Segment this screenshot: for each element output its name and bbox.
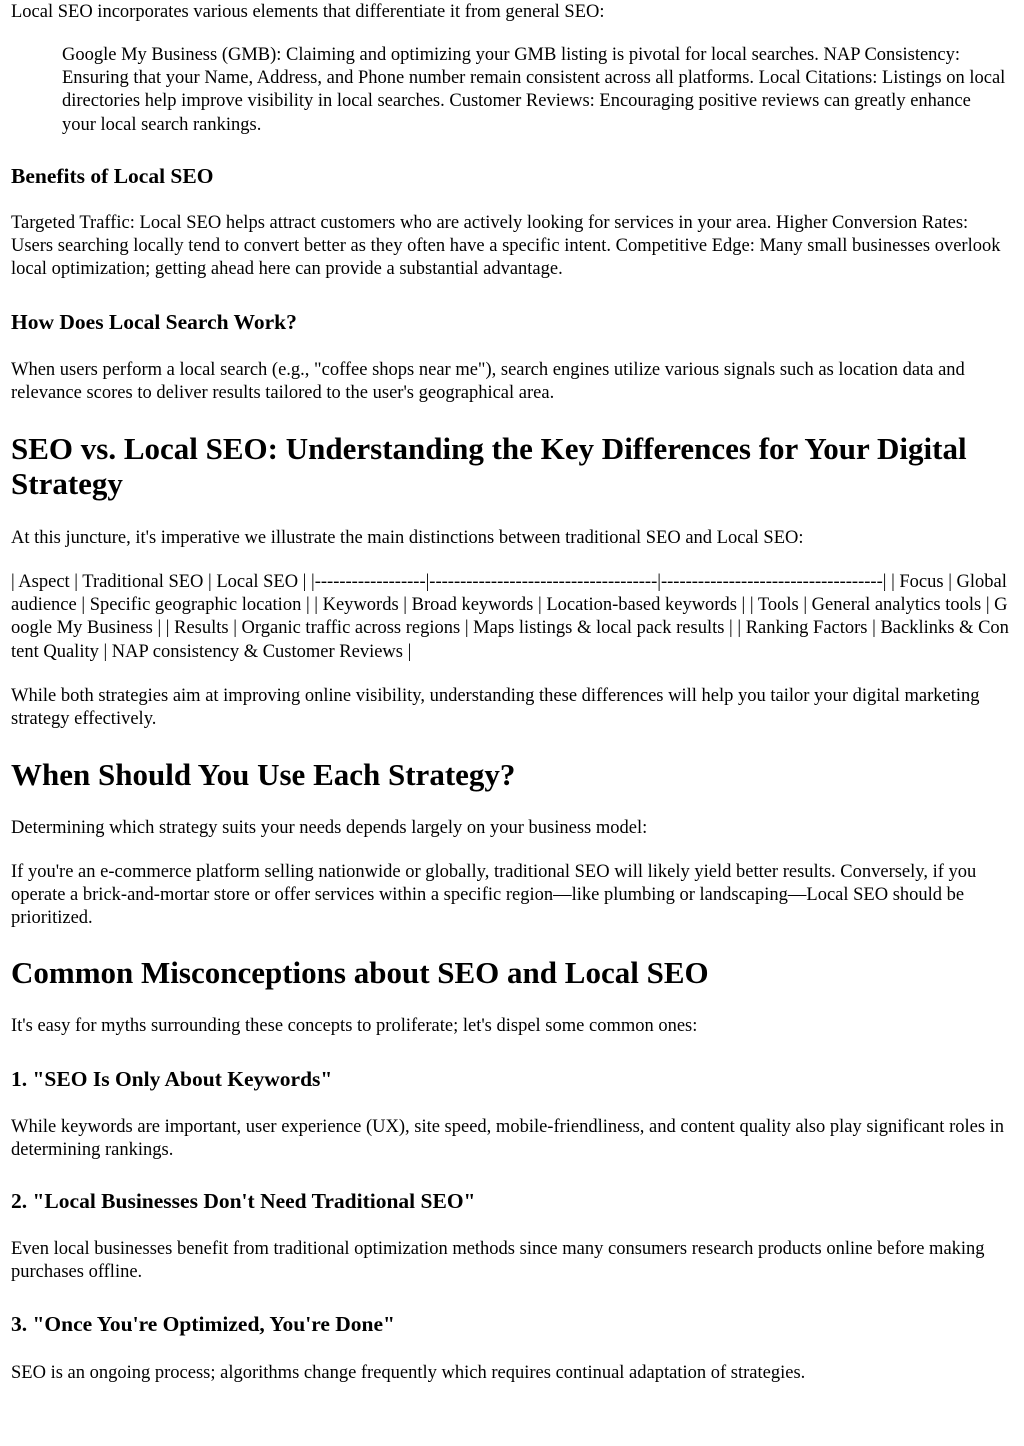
when-to-use-intro: Determining which strategy suits your needs depends largely on your business model: bbox=[11, 818, 648, 838]
misconceptions-intro: It's easy for myths surrounding these concepts to proliferate; let's dispel some common ones: bbox=[11, 1016, 698, 1036]
myth-2-heading: 2. "Local Businesses Don't Need Traditional SEO" bbox=[11, 1189, 476, 1213]
how-it-works-paragraph: When users perform a local search (e.g., "coffee shops near me"), search engines utilize various signals such as location data and relevance scores to deliver results tailored to the user's geographical area. bbox=[11, 360, 965, 404]
intro-paragraph: Local SEO incorporates various elements that differentiate it from general SEO: bbox=[11, 2, 605, 22]
myth-2-paragraph: Even local businesses benefit from traditional optimization methods since many consumers research products online before making purchases offline. bbox=[11, 1239, 985, 1283]
local-seo-elements-quote: Google My Business (GMB): Claiming and optimizing your GMB listing is pivotal for local searches. NAP Consistency: Ensuring that your Name, Address, and Phone number remain consistent across all platforms. Local Citations: Listings on local directories help improve visibility in local searches. Customer Reviews: Encouraging positive reviews can greatly enhance your local search rankings. bbox=[62, 45, 1006, 135]
benefits-heading: Benefits of Local SEO bbox=[11, 164, 214, 188]
comparison-table-text: | Aspect | Traditional SEO | Local SEO | |------------------|-------------------------------------|------------------------------------| | Focus | Global audience | Specific geographic location | | Keywords | Broad keywords | Location-based keywords | | Tools | General analytics tools | Google My Business | | Results | Organic traffic across regions | Maps listings & local pack results | | Ranking Factors | Backlinks & Content Quality | NAP consistency & Customer Reviews | bbox=[11, 572, 1009, 662]
myth-3-paragraph: SEO is an ongoing process; algorithms change frequently which requires continual adaptation of strategies. bbox=[11, 1363, 806, 1383]
myth-1-heading: 1. "SEO Is Only About Keywords" bbox=[11, 1067, 333, 1091]
benefits-paragraph: Targeted Traffic: Local SEO helps attract customers who are actively looking for services in your area. Higher Conversion Rates: Users searching locally tend to convert better as they often have a specific intent. Competitive Edge: Many small businesses overlook local optimization; getting ahead here can provide a substantial advantage. bbox=[11, 213, 1001, 280]
misconceptions-heading: Common Misconceptions about SEO and Local SEO bbox=[11, 955, 709, 990]
myth-3-heading: 3. "Once You're Optimized, You're Done" bbox=[11, 1312, 395, 1336]
myth-1-paragraph: While keywords are important, user experience (UX), site speed, mobile-friendliness, and content quality also play significant roles in determining rankings. bbox=[11, 1117, 1005, 1161]
how-it-works-heading: How Does Local Search Work? bbox=[11, 310, 297, 334]
differences-heading: SEO vs. Local SEO: Understanding the Key Differences for Your Digital Strategy bbox=[11, 431, 967, 501]
differences-outro: While both strategies aim at improving online visibility, understanding these differences will help you tailor your digital marketing strategy effectively. bbox=[11, 686, 980, 730]
differences-intro: At this juncture, it's imperative we illustrate the main distinctions between traditional SEO and Local SEO: bbox=[11, 528, 804, 548]
when-to-use-heading: When Should You Use Each Strategy? bbox=[11, 757, 516, 792]
when-to-use-paragraph: If you're an e-commerce platform selling nationwide or globally, traditional SEO will likely yield better results. Conversely, if you operate a brick-and-mortar store or offer services within a specific region—like plumbing or landscaping—Local SEO should be prioritized. bbox=[11, 862, 977, 929]
